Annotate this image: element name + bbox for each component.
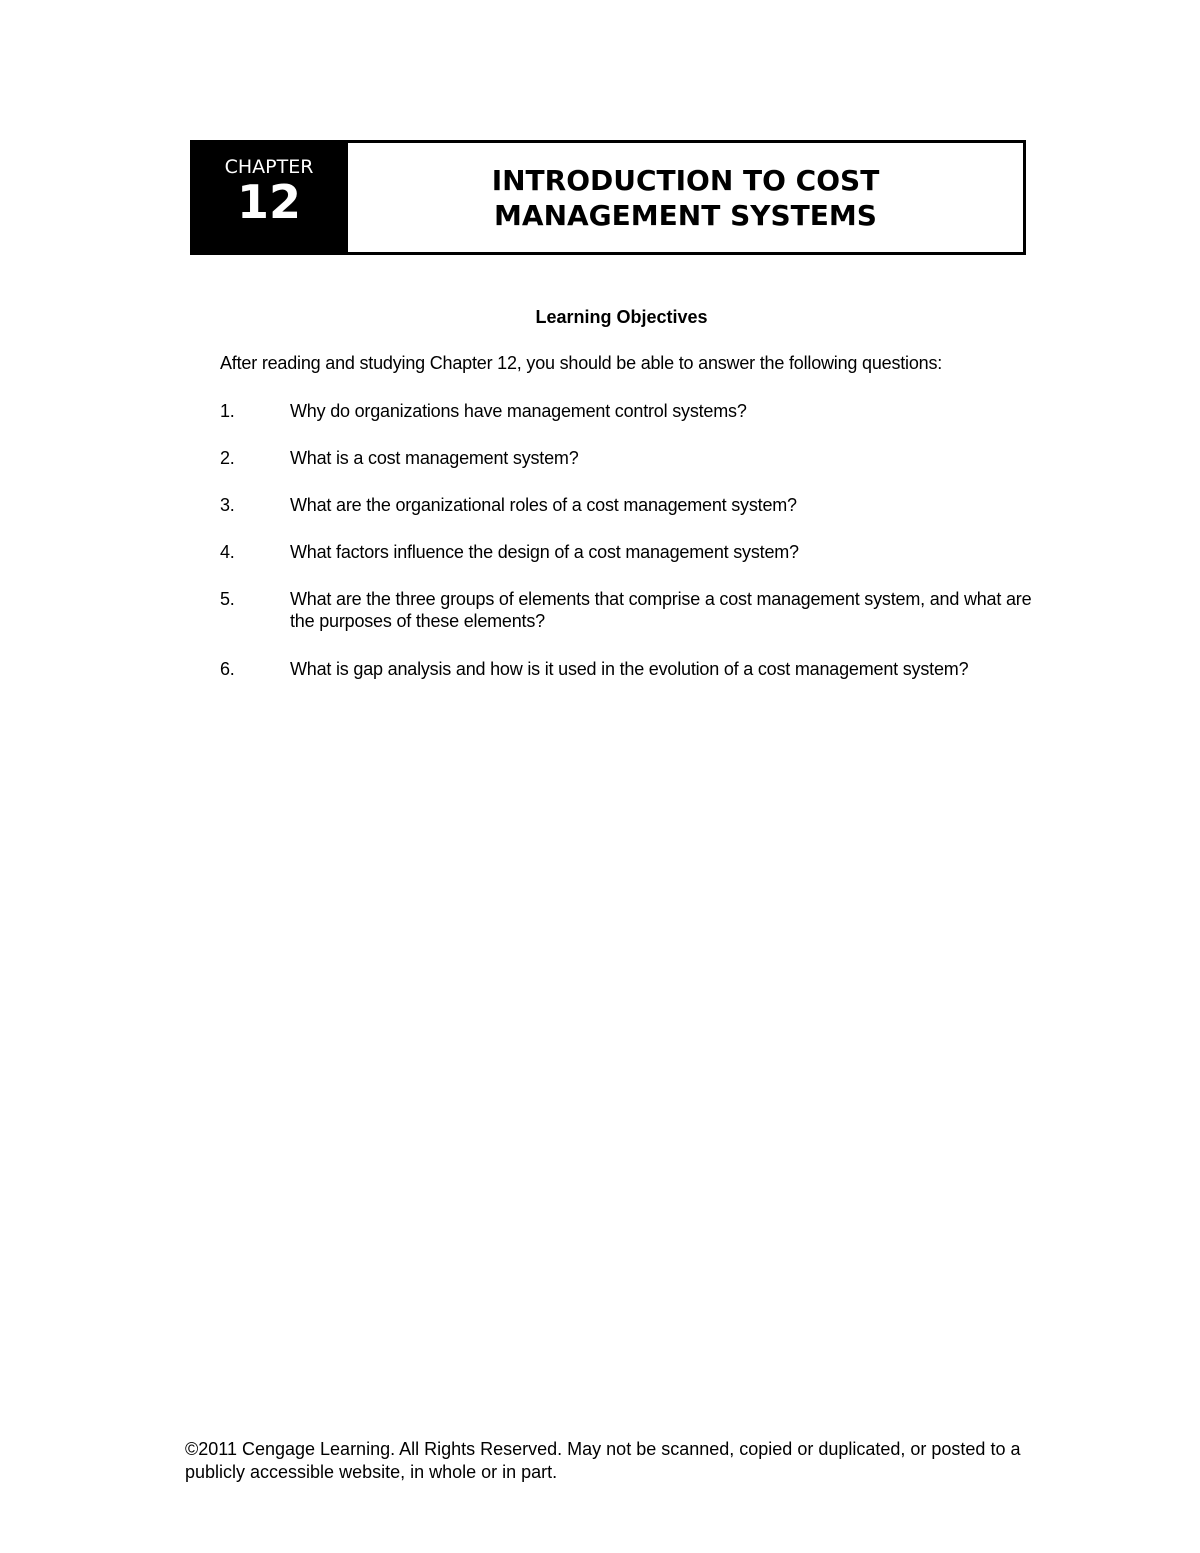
objective-text: Why do organizations have management control systems? (290, 401, 747, 421)
objective-item (220, 658, 1060, 680)
objective-text: What are the organizational roles of a cost management system? (290, 495, 797, 515)
chapter-label: CHAPTER (224, 156, 314, 178)
chapter-number: 12 (236, 175, 301, 229)
objective-number: 4. (220, 542, 235, 562)
learning-objectives-heading: Learning Objectives (535, 307, 708, 327)
objective-item (220, 494, 1060, 516)
copyright-notice: ©2011 Cengage Learning. All Rights Reserved. May not be scanned, copied or duplicated, or posted to a publicly accessible website, in whole or in part. (185, 1439, 1021, 1482)
chapter-title-box (348, 140, 1026, 255)
objective-item (220, 588, 1060, 632)
chapter-title (476, 163, 896, 233)
chapter-number-box (190, 140, 348, 255)
learning-objectives-intro: After reading and studying Chapter 12, you should be able to answer the following questions: (220, 353, 943, 373)
objective-item (220, 447, 1060, 469)
chapter-banner (190, 140, 1026, 255)
objectives-list (220, 400, 1060, 680)
objective-number: 6. (220, 659, 235, 679)
objective-number: 2. (220, 448, 235, 468)
objective-text: What factors influence the design of a cost management system? (290, 542, 799, 562)
objective-item (220, 541, 1060, 563)
objective-text: What is a cost management system? (290, 448, 579, 468)
objective-item (220, 400, 1060, 422)
objective-number: 1. (220, 401, 235, 421)
chapter-title-line-1: INTRODUCTION TO COST (491, 163, 880, 197)
objective-text: What are the three groups of elements that comprise a cost management system, and what are the purposes of these elements? (290, 589, 1032, 631)
objective-text: What is gap analysis and how is it used in the evolution of a cost management system? (290, 659, 969, 679)
objective-number: 5. (220, 589, 235, 609)
objective-number: 3. (220, 495, 235, 515)
chapter-title-line-2: MANAGEMENT SYSTEMS (494, 198, 877, 232)
